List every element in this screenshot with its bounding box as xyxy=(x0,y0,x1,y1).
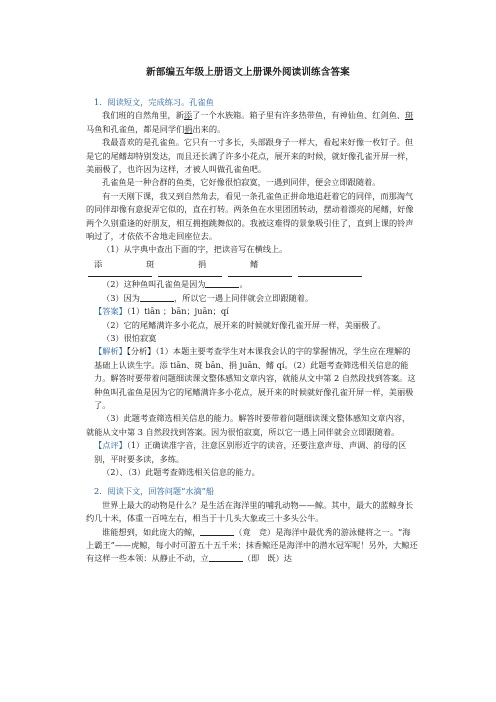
document-title: 新部编五年级上册语文上册课外阅读训练含答案 xyxy=(146,67,350,78)
answer-blank[interactable] xyxy=(209,552,243,562)
q1-paragraph-1: 我们班的自然角里，新添了一个水族箱。箱子里有许多热带鱼，有神仙鱼、红剑鱼、斑马鱼和孔雀鱼，都是同学们捐出来的。 xyxy=(86,110,414,134)
char-3: 捐 xyxy=(198,258,207,269)
char-4: 鳍 xyxy=(250,258,259,269)
q1-subquestion-3: （3）因为 ，所以它一遇上同伴就会立即跟随着。 xyxy=(102,292,314,303)
q1-paragraph-3: 孔雀鱼是一种合群的鱼类，它好像很怕寂寞，一遇到同伴，便会立即跟随着。 xyxy=(102,177,381,188)
q2-paragraph-1: 世界上最大的动物是什么？是生活在海洋里的哺乳动物——鲸。其中，最大的蓝鲸身长约几十米，体重一百吨左右，相当于十几头大象或三十多头公牛。 xyxy=(86,499,414,524)
answer-line[interactable] xyxy=(88,271,152,277)
answer-3: （3）很怕寂寞 xyxy=(102,332,157,343)
question-1-heading: 1．阅读短文，完成练习。孔雀鱼 xyxy=(94,97,214,107)
answer-blank[interactable] xyxy=(140,292,174,302)
document-body xyxy=(86,96,418,566)
comment-2: （2）、（3）此题考查筛选相关信息的能力。 xyxy=(102,466,260,477)
pinyin-characters xyxy=(86,258,418,271)
q1-subquestion-2: （2）这种鱼叫孔雀鱼是因为 。 xyxy=(102,279,248,290)
char-1: 添 xyxy=(94,258,103,269)
char-2: 斑 xyxy=(146,258,155,269)
q2-paragraph-2: 谁能想到，如此庞大的鲸， （竟 竞）是海洋中最优秀的游泳健将之一。“海上霸王”——虎鲸，每小时可游五十五千米；抹香鲸还是海洋中的潜水冠军呢！另外，大鲸还有这样一些本领：从静止不动，立 （即 既）达 xyxy=(86,526,418,564)
answer-line[interactable] xyxy=(298,271,362,277)
q1-subquestion-1: （1）从字典中查出下面的字，把读音写在横线上。 xyxy=(102,244,288,255)
answer-line[interactable] xyxy=(158,271,222,277)
explanation-label: 【解析】 xyxy=(94,346,127,357)
answer-2: （2）它的尾鳍满许多小花点，展开来的时候就好像孔雀开屏一样，美丽极了。 xyxy=(102,319,386,330)
comment-section: 【点评】（1）正确读准字音，注意区别形近字的读音，还要注意声母、声调、韵母的区别，平时要多读，多练。 xyxy=(94,440,407,464)
answer-line[interactable] xyxy=(228,271,292,277)
explanation-2: （3）此题考查筛选相关信息的能力。解答时要带着问题细读课文整体感知文章内容，就能从文中第 3 自然段找到答案。因为很怕寂寞，所以它一遇上同伴就会立即跟随着。 xyxy=(86,413,411,437)
answer-blank[interactable] xyxy=(200,526,234,536)
answer-label: 【答案】 xyxy=(94,306,127,317)
answer-section: 【答案】（1）tiān ；bān；juān；qí xyxy=(94,306,229,317)
q1-paragraph-2: 我最喜欢的是孔雀鱼。它只有一寸多长，头部跟身子一样大，看起来好像一枚钉子。但是它的尾鳍却特别发达，而且还长满了许多小花点，展开来的时候，就好像孔雀开屏一样，美丽极了，也许因为这样，才被人叫做孔雀鱼吧。 xyxy=(86,137,414,175)
pinyin-answer-lines xyxy=(86,271,418,277)
q1-paragraph-4: 有一天刚下课，我又到自然角去，看见一条孔雀鱼正拼命地追赶着它的同伴，而那淘气的同伴却像有意捉弄它似的，直在打转。两条鱼在水里团团转动，摆动着漂亮的尾鳍，好像两个久别重逢的好朋友，相互拥抱跳舞似的。我被这难得的景象吸引住了，直到上课的铃声响过了，才依依不舍地走回座位去。 xyxy=(86,190,414,242)
explanation-section: 【解析】【分析】（1）本题主要考查学生对本课我会认的字的掌握情况，学生应在理解的基础上认读生字。添 tiān、斑 bān、捐 juān、鳍 qí。（2）此题考查筛选相关信息的能力。解答时要带着问题细读课文整体感知文章内容，就能从文中第 2 自然段找到答案。这种鱼叫孔雀鱼是因为它的尾鳍满许多小花点，展开来的时候就好像孔雀开屏一样，美丽极了。 xyxy=(94,346,416,410)
question-2-heading: 2．阅读下文，回答问题“水滴”船 xyxy=(94,486,215,497)
comment-label: 【点评】 xyxy=(94,440,127,451)
answer-blank[interactable] xyxy=(205,278,239,288)
